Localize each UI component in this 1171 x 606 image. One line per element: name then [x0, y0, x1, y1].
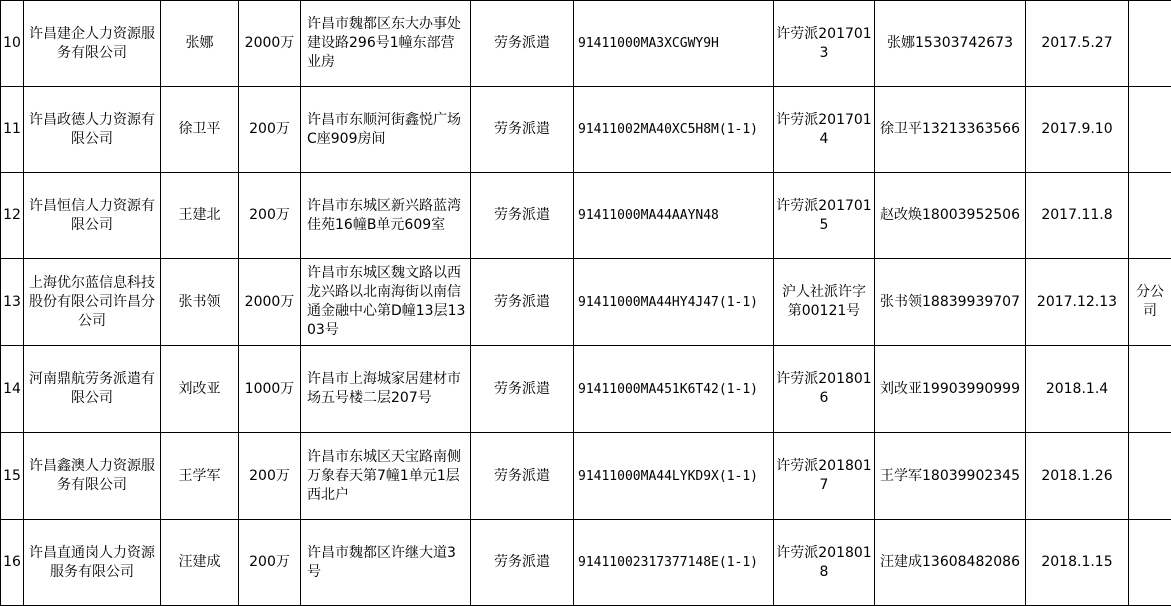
address: 许昌市东顺河街鑫悦广场C座909房间: [301, 87, 471, 173]
registered-capital: 1000万: [239, 346, 301, 433]
remark: [1129, 1, 1171, 87]
legal-person: 王建北: [161, 173, 239, 259]
company-name: 许昌直通岗人力资源服务有限公司: [24, 520, 161, 606]
row-number: 13: [1, 259, 24, 346]
legal-person: 刘改亚: [161, 346, 239, 433]
legal-person: 徐卫平: [161, 87, 239, 173]
legal-person: 张娜: [161, 1, 239, 87]
address: 许昌市魏都区许继大道3号: [301, 520, 471, 606]
table-row: [1, 346, 1171, 433]
license-number: 沪人社派许字第00121号: [774, 259, 875, 346]
license-number: 许劳派2017015: [774, 173, 875, 259]
table-row: [1, 520, 1171, 606]
credit-code: 91411000MA44HY4J47(1-1): [574, 259, 774, 346]
license-number: 许劳派2017013: [774, 1, 875, 87]
credit-code: 91411000MA44LYKD9X(1-1): [574, 433, 774, 520]
remark: [1129, 173, 1171, 259]
credit-code: 91411002317377148E(1-1): [574, 520, 774, 606]
company-name: 许昌建企人力资源服务有限公司: [24, 1, 161, 87]
address: 许昌市东城区新兴路蓝湾佳苑16幢B单元609室: [301, 173, 471, 259]
table-row: [1, 259, 1171, 346]
table-row: [1, 1, 1171, 87]
license-number: 许劳派2018017: [774, 433, 875, 520]
credit-code: 91411000MA451K6T42(1-1): [574, 346, 774, 433]
table-row: [1, 433, 1171, 520]
table-row: [1, 173, 1171, 259]
legal-person: 汪建成: [161, 520, 239, 606]
issue-date: 2017.9.10: [1026, 87, 1129, 173]
contact: 赵改焕18003952506: [875, 173, 1026, 259]
row-number: 12: [1, 173, 24, 259]
business-scope: 劳务派遣: [471, 346, 574, 433]
contact: 王学军18039902345: [875, 433, 1026, 520]
contact: 张娜15303742673: [875, 1, 1026, 87]
row-number: 15: [1, 433, 24, 520]
row-number: 16: [1, 520, 24, 606]
business-scope: 劳务派遣: [471, 520, 574, 606]
company-name: 许昌恒信人力资源有限公司: [24, 173, 161, 259]
company-name: 河南鼎航劳务派遣有限公司: [24, 346, 161, 433]
registered-capital: 200万: [239, 520, 301, 606]
address: 许昌市魏都区东大办事处建设路296号1幢东部营业房: [301, 1, 471, 87]
registered-capital: 200万: [239, 87, 301, 173]
registered-capital: 2000万: [239, 259, 301, 346]
row-number: 10: [1, 1, 24, 87]
row-number: 14: [1, 346, 24, 433]
table-body: [1, 1, 1171, 606]
issue-date: 2017.12.13: [1026, 259, 1129, 346]
table-row: [1, 87, 1171, 173]
company-name: 上海优尔蓝信息科技股份有限公司许昌分公司: [24, 259, 161, 346]
credit-code: 91411000MA3XCGWY9H: [574, 1, 774, 87]
row-number: 11: [1, 87, 24, 173]
credit-code: 91411002MA40XC5H8M(1-1): [574, 87, 774, 173]
remark: 分公司: [1129, 259, 1171, 346]
remark: [1129, 87, 1171, 173]
legal-person: 张书领: [161, 259, 239, 346]
issue-date: 2017.11.8: [1026, 173, 1129, 259]
license-number: 许劳派2017014: [774, 87, 875, 173]
credit-code: 91411000MA44AAYN48: [574, 173, 774, 259]
business-scope: 劳务派遣: [471, 433, 574, 520]
address: 许昌市东城区魏文路以西龙兴路以北南海街以南信通金融中心第D幢13层1303号: [301, 259, 471, 346]
contact: 汪建成13608482086: [875, 520, 1026, 606]
address: 许昌市东城区天宝路南侧万象春天第7幢1单元1层西北户: [301, 433, 471, 520]
company-name: 许昌政德人力资源有限公司: [24, 87, 161, 173]
contact: 徐卫平13213363566: [875, 87, 1026, 173]
issue-date: 2018.1.4: [1026, 346, 1129, 433]
business-scope: 劳务派遣: [471, 87, 574, 173]
registered-capital: 200万: [239, 433, 301, 520]
contact: 张书领18839939707: [875, 259, 1026, 346]
issue-date: 2018.1.15: [1026, 520, 1129, 606]
company-name: 许昌鑫澳人力资源服务有限公司: [24, 433, 161, 520]
remark: [1129, 433, 1171, 520]
issue-date: 2017.5.27: [1026, 1, 1129, 87]
contact: 刘改亚19903990999: [875, 346, 1026, 433]
legal-person: 王学军: [161, 433, 239, 520]
remark: [1129, 346, 1171, 433]
license-number: 许劳派2018018: [774, 520, 875, 606]
business-scope: 劳务派遣: [471, 1, 574, 87]
registered-capital: 2000万: [239, 1, 301, 87]
business-scope: 劳务派遣: [471, 173, 574, 259]
registered-capital: 200万: [239, 173, 301, 259]
address: 许昌市上海城家居建材市场五号楼二层207号: [301, 346, 471, 433]
issue-date: 2018.1.26: [1026, 433, 1129, 520]
license-number: 许劳派2018016: [774, 346, 875, 433]
business-scope: 劳务派遣: [471, 259, 574, 346]
remark: [1129, 520, 1171, 606]
